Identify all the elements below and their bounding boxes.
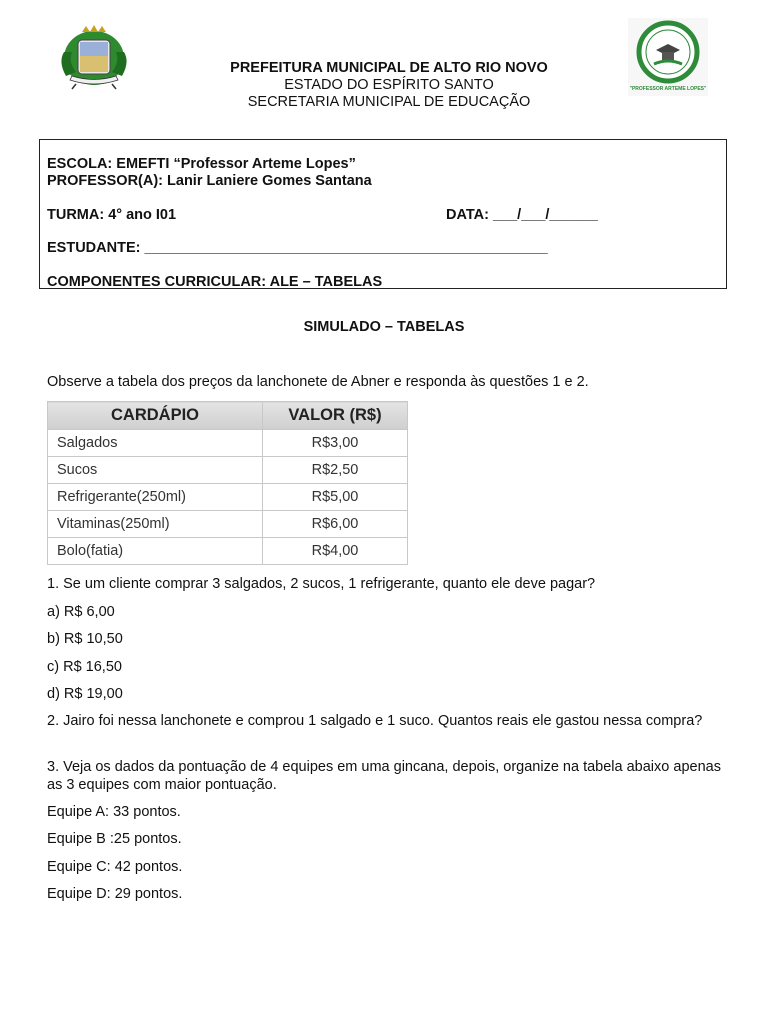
menu-price: R$5,00 [263,484,408,511]
menu-header-item: CARDÁPIO [48,402,263,430]
menu-header-value: VALOR (R$) [263,402,408,430]
team-d-score: Equipe D: 29 pontos. [47,886,183,902]
header-secretaria: SECRETARIA MUNICIPAL DE EDUCAÇÃO [247,94,531,110]
header-prefeitura: PREFEITURA MUNICIPAL DE ALTO RIO NOVO [230,60,548,76]
table-row [48,511,408,538]
date-field[interactable]: DATA: ___/___/______ [446,207,598,223]
menu-price: R$6,00 [263,511,408,538]
table-row [48,457,408,484]
q1-option-b[interactable]: b) R$ 10,50 [47,631,123,647]
menu-item: Refrigerante(250ml) [48,484,263,511]
menu-item: Vitaminas(250ml) [48,511,263,538]
q1-option-d[interactable]: d) R$ 19,00 [47,686,123,702]
svg-text:"PROFESSOR ARTEME LOPES": "PROFESSOR ARTEME LOPES" [629,86,707,92]
question-3: 3. Veja os dados da pontuação de 4 equipes em uma gincana, depois, organize na tabela abaixo apenas as 3 equipes com maior pontuação. [47,759,721,793]
q1-option-a[interactable]: a) R$ 6,00 [47,604,115,620]
exam-title: SIMULADO – TABELAS [303,319,465,335]
teacher-name: PROFESSOR(A): Lanir Laniere Gomes Santana [47,173,372,189]
menu-item: Sucos [48,457,263,484]
q1-option-c[interactable]: c) R$ 16,50 [47,659,122,675]
menu-item: Salgados [48,430,263,457]
menu-price: R$4,00 [263,538,408,565]
table-row [48,484,408,511]
team-b-score: Equipe B :25 pontos. [47,831,182,847]
menu-price: R$3,00 [263,430,408,457]
school-name: ESCOLA: EMEFTI “Professor Arteme Lopes” [47,156,356,172]
class-label: TURMA: 4° ano I01 [47,207,177,223]
student-name-field[interactable]: ESTUDANTE: __________________________________________________ [47,240,548,256]
curricular-component: COMPONENTES CURRICULAR: ALE – TABELAS [47,274,383,290]
question-2: 2. Jairo foi nessa lanchonete e comprou 1 salgado e 1 suco. Quantos reais ele gastou nessa compra? [47,713,703,729]
table-row [48,538,408,565]
team-c-score: Equipe C: 42 pontos. [47,859,183,875]
intro-text: Observe a tabela dos preços da lanchonete de Abner e responda às questões 1 e 2. [47,374,589,390]
team-a-score: Equipe A: 33 pontos. [47,804,181,820]
menu-price-table [47,401,408,565]
menu-price: R$2,50 [263,457,408,484]
header-estado: ESTADO DO ESPÍRITO SANTO [284,77,494,93]
table-row [48,430,408,457]
menu-item: Bolo(fatia) [48,538,263,565]
question-1: 1. Se um cliente comprar 3 salgados, 2 sucos, 1 refrigerante, quanto ele deve pagar? [47,576,596,592]
